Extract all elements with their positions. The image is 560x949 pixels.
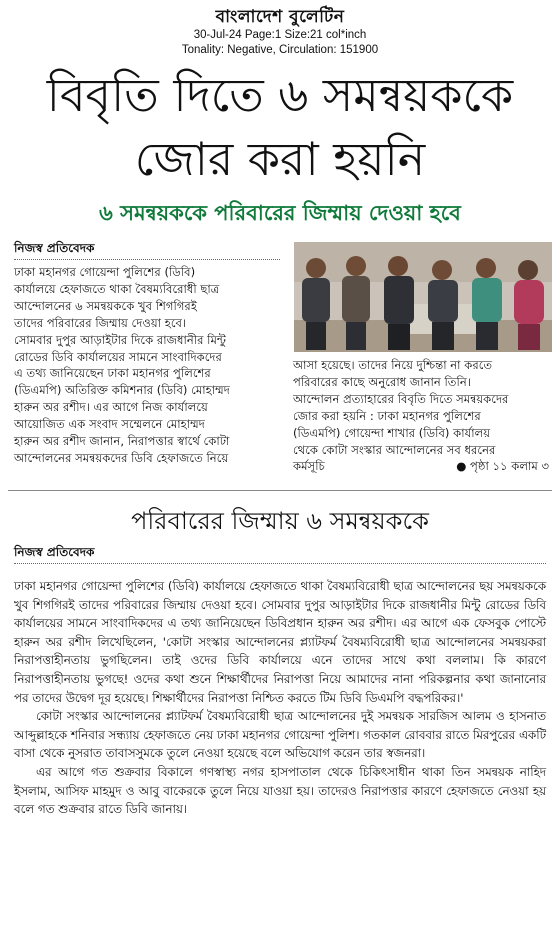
- text-line: জোর করা হয়নি : ঢাকা মহানগর পুলিশের: [293, 408, 481, 423]
- group-photo-illustration: [294, 242, 552, 352]
- text-line: (ডিএমপি) অতিরিক্ত কমিশনার (ডিবি) মোহাম্মদ: [14, 383, 230, 398]
- text-line: কার্যালয়ে হেফাজতে থাকা বৈষম্যবিরোধী ছাত্র: [14, 281, 220, 296]
- text-line: আন্দোলনের ৬ সমন্বয়ককে খুব শিগগিরই: [14, 298, 197, 313]
- article2-paragraph-3: এর আগে গত শুক্রবার বিকালে গণস্বাস্থ্য নগর হাসপাতাল থেকে চিকিৎসাধীন থাকা তিন সমন্বয়ক নাহিদ ইসলাম, আসিফ মাহমুদ ও আবু বাকেরকে তুলে নিয়ে যাওয়া হয়। তাদেরও নিরাপত্তার কারণে হেফাজতে নেওয়া হয় বলে গত শুক্রবার রাতে ডিবি জানায়।: [14, 764, 546, 817]
- text-line: এ তথ্য জানিয়েছেন ঢাকা মহানগর পুলিশের: [14, 366, 211, 381]
- clip-meta-tonality: Tonality: Negative, Circulation: 151900: [181, 44, 379, 56]
- newspaper-masthead: বাংলাদেশ বুলেটিন: [215, 7, 345, 27]
- text-line: আন্দোলনের সমন্বয়কদের ডিবি হেফাজতে নিয়ে: [14, 450, 229, 465]
- byline: নিজস্ব প্রতিবেদক: [14, 241, 95, 255]
- text-line: থেকে কোটা সংস্কার আন্দোলনের সব ধরনের: [293, 442, 496, 457]
- text-line: হারুন অর রশীদ। এর আগে নিজ কার্যালয়ে: [14, 400, 208, 415]
- article-left-column: [14, 264, 282, 467]
- group-photo: [294, 242, 552, 352]
- article-separator: [8, 490, 552, 491]
- article2-headline: পরিবারের জিম্মায় ৬ সমন্বয়ককে: [131, 507, 429, 535]
- clip-meta-date-size: 30-Jul-24 Page:1 Size:21 col*inch: [193, 29, 367, 41]
- text-line: (ডিএমপি) গোয়েন্দা শাখার (ডিবি) কার্যালয়: [293, 425, 491, 440]
- article2-byline-rule: [14, 563, 546, 564]
- article2-body: [14, 577, 546, 819]
- text-line: পরিবারের কাছে অনুরোধ জানান তিনি।: [293, 374, 471, 389]
- headline-line-1: বিবৃতি দিতে ৬ সমন্বয়ককে: [46, 68, 514, 122]
- article2-paragraph-1: ঢাকা মহানগর গোয়েন্দা পুলিশের (ডিবি) কার্যালয়ে হেফাজতে থাকা বৈষম্যবিরোধী ছাত্র আন্দোলনের ছয় সমন্বয়ককে খুব শিগগিরই তাদের পরিবারের জিম্মায় দেওয়া হবে। সোমবার দুপুর আড়াইটার দিকে রাজধানীর মিন্টু রোডের ডিবি কার্যালয়ের সামনে সাংবাদিকদের এ তথ্য জানিয়েছেন ডিবিপ্রধান হারুন অর রশীদ। এর আগে এক ফেসবুক পোস্টে হারুন অর রশীদ লিখেছিলেন, 'কোটা সংস্কার আন্দোলনের প্ল্যাটফর্ম বৈষম্যবিরোধী ছাত্র আন্দোলনের সমন্বয়করা নিরাপত্তাহীনতায় ভুগছিলেন। তাই ওদের ডিবি কার্যালয়ে এনে তাদের সাথে কথা বললাম। কি কারণে নিরাপত্তাহীনতায় ভুগছে! ওদের কথা শুনে শিক্ষার্থীদের নিরাপত্তা নিয়ে আমাদের নানা পরিকল্পনার কথা জানানোর পর তাদের উদ্বেগ দূর হয়েছে। শিক্ষার্থীদের নিরাপত্তা নিশ্চিত করতে টিম ডিবি ডিএমপি বদ্ধপরিকর।': [14, 579, 546, 705]
- text-line: ঢাকা মহানগর গোয়েন্দা পুলিশের (ডিবি): [14, 265, 196, 279]
- continued-page-marker: ● পৃষ্ঠা ১১ কলাম ৩: [456, 459, 549, 474]
- text-line-last: কর্মসূচি: [293, 459, 325, 474]
- headline-line-2: জোর করা হয়নি: [134, 132, 426, 186]
- text-line: রোডের ডিবি কার্যালয়ের সামনে সাংবাদিকদের: [14, 349, 222, 364]
- article2-byline: নিজস্ব প্রতিবেদক: [14, 545, 95, 559]
- subheadline: ৬ সমন্বয়ককে পরিবারের জিম্মায় দেওয়া হবে: [99, 201, 461, 225]
- article2-paragraph-2: কোটা সংস্কার আন্দোলনের প্ল্যাটফর্ম বৈষম্যবিরোধী ছাত্র আন্দোলনের দুই সমন্বয়ক সারজিস আলম ও হাসনাত আব্দুল্লাহকে শনিবার সন্ধ্যায় হেফাজতে নেয় ঢাকা মহানগর গোয়েন্দা পুলিশ। গতকাল রোববার রাতে মিরপুরের একটি বাসা থেকে নুসরাত তাবাসসুমকে তুলে নেওয়া হয়েছে বলে অভিযোগ করেন তার স্বজনরা।: [14, 709, 546, 761]
- text-line: হারুন অর রশীদ জানান, নিরাপত্তার স্বার্থে কোটা: [14, 434, 230, 449]
- text-line: তাদের পরিবারের জিম্মায় দেওয়া হবে।: [14, 315, 187, 330]
- article-right-column: [293, 357, 553, 475]
- text-line: আয়োজিত এক সংবাদ সম্মেলনে মোহাম্মদ: [14, 417, 205, 432]
- text-line: আন্দোলন প্রত্যাহারের বিবৃতি দিতে সমন্বয়কদের: [293, 391, 509, 406]
- byline-rule: [14, 259, 280, 260]
- text-line: আসা হয়েছে। তাদের নিয়ে দুশ্চিন্তা না করতে: [293, 358, 493, 372]
- text-line: সোমবার দুপুর আড়াইটার দিকে রাজধানীর মিন্টু: [14, 332, 227, 347]
- text-line: [293, 458, 553, 475]
